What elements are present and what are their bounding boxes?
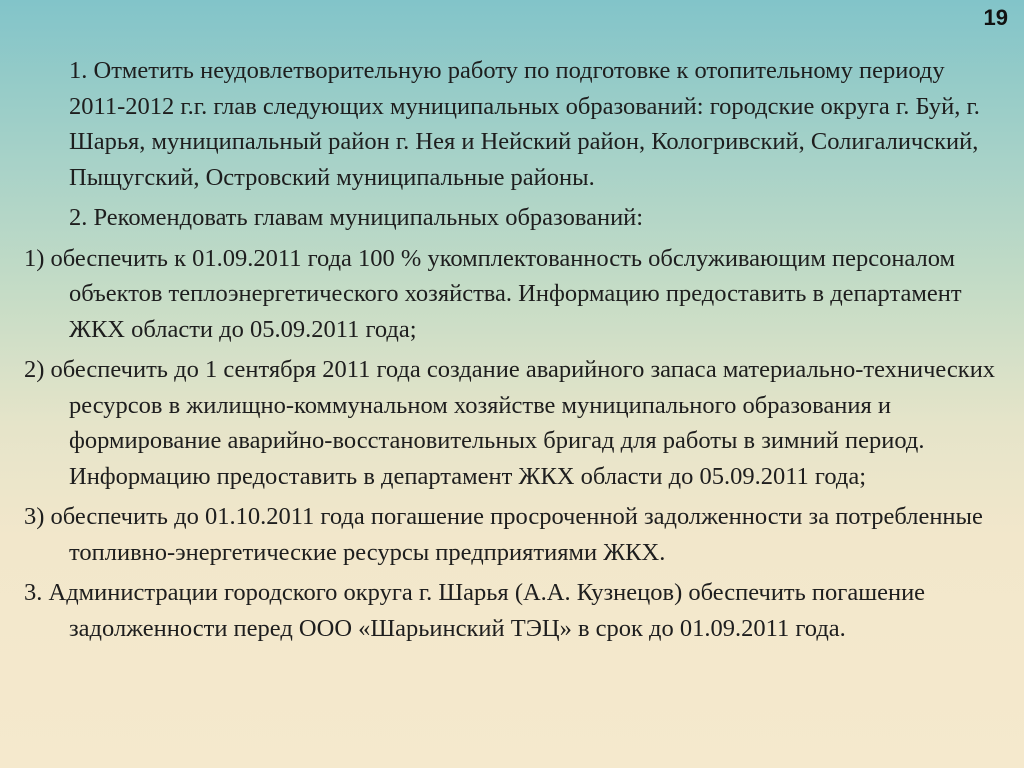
slide-body bbox=[0, 53, 1024, 651]
paragraph-item-2: 2. Рекомендовать главам муниципальных образований: bbox=[69, 204, 644, 231]
paragraph-subitem-3: 3) обеспечить до 01.10.2011 года погашение просроченной задолженности за потребленные топливно-энергетические ресурсы предприятиями ЖКХ. bbox=[24, 503, 983, 566]
paragraph-subitem-1: 1) обеспечить к 01.09.2011 года 100 % укомплектованность обслуживающим персоналом объектов теплоэнергетического хозяйства. Информацию предоставить в департамент ЖКХ области до 05.09.2011 года; bbox=[24, 244, 962, 343]
paragraph-subitem-2: 2) обеспечить до 1 сентября 2011 года создание аварийного запаса материально-технических ресурсов в жилищно-коммунальном хозяйстве муниципального образования и формирование аварийно-восстановительных бригад для работы в зимний период. Информацию предоставить в департамент ЖКХ области до 05.09.2011 года; bbox=[24, 356, 996, 490]
page-number: 19 bbox=[983, 5, 1008, 30]
paragraph-item-1: 1. Отметить неудовлетворительную работу по подготовке к отопительному периоду 2011-2012 г.г. глав следующих муниципальных образований: городские округа г. Буй, г. Шарья, муниципальный район г. Нея и Нейский район, Кологривский, Солигаличский, Пыщугский, Островский муниципальные районы. bbox=[69, 57, 980, 191]
paragraph-item-3: 3. Администрации городского округа г. Шарья (А.А. Кузнецов) обеспечить погашение задолженности перед ООО «Шарьинский ТЭЦ» в срок до 01.09.2011 года. bbox=[24, 579, 926, 642]
